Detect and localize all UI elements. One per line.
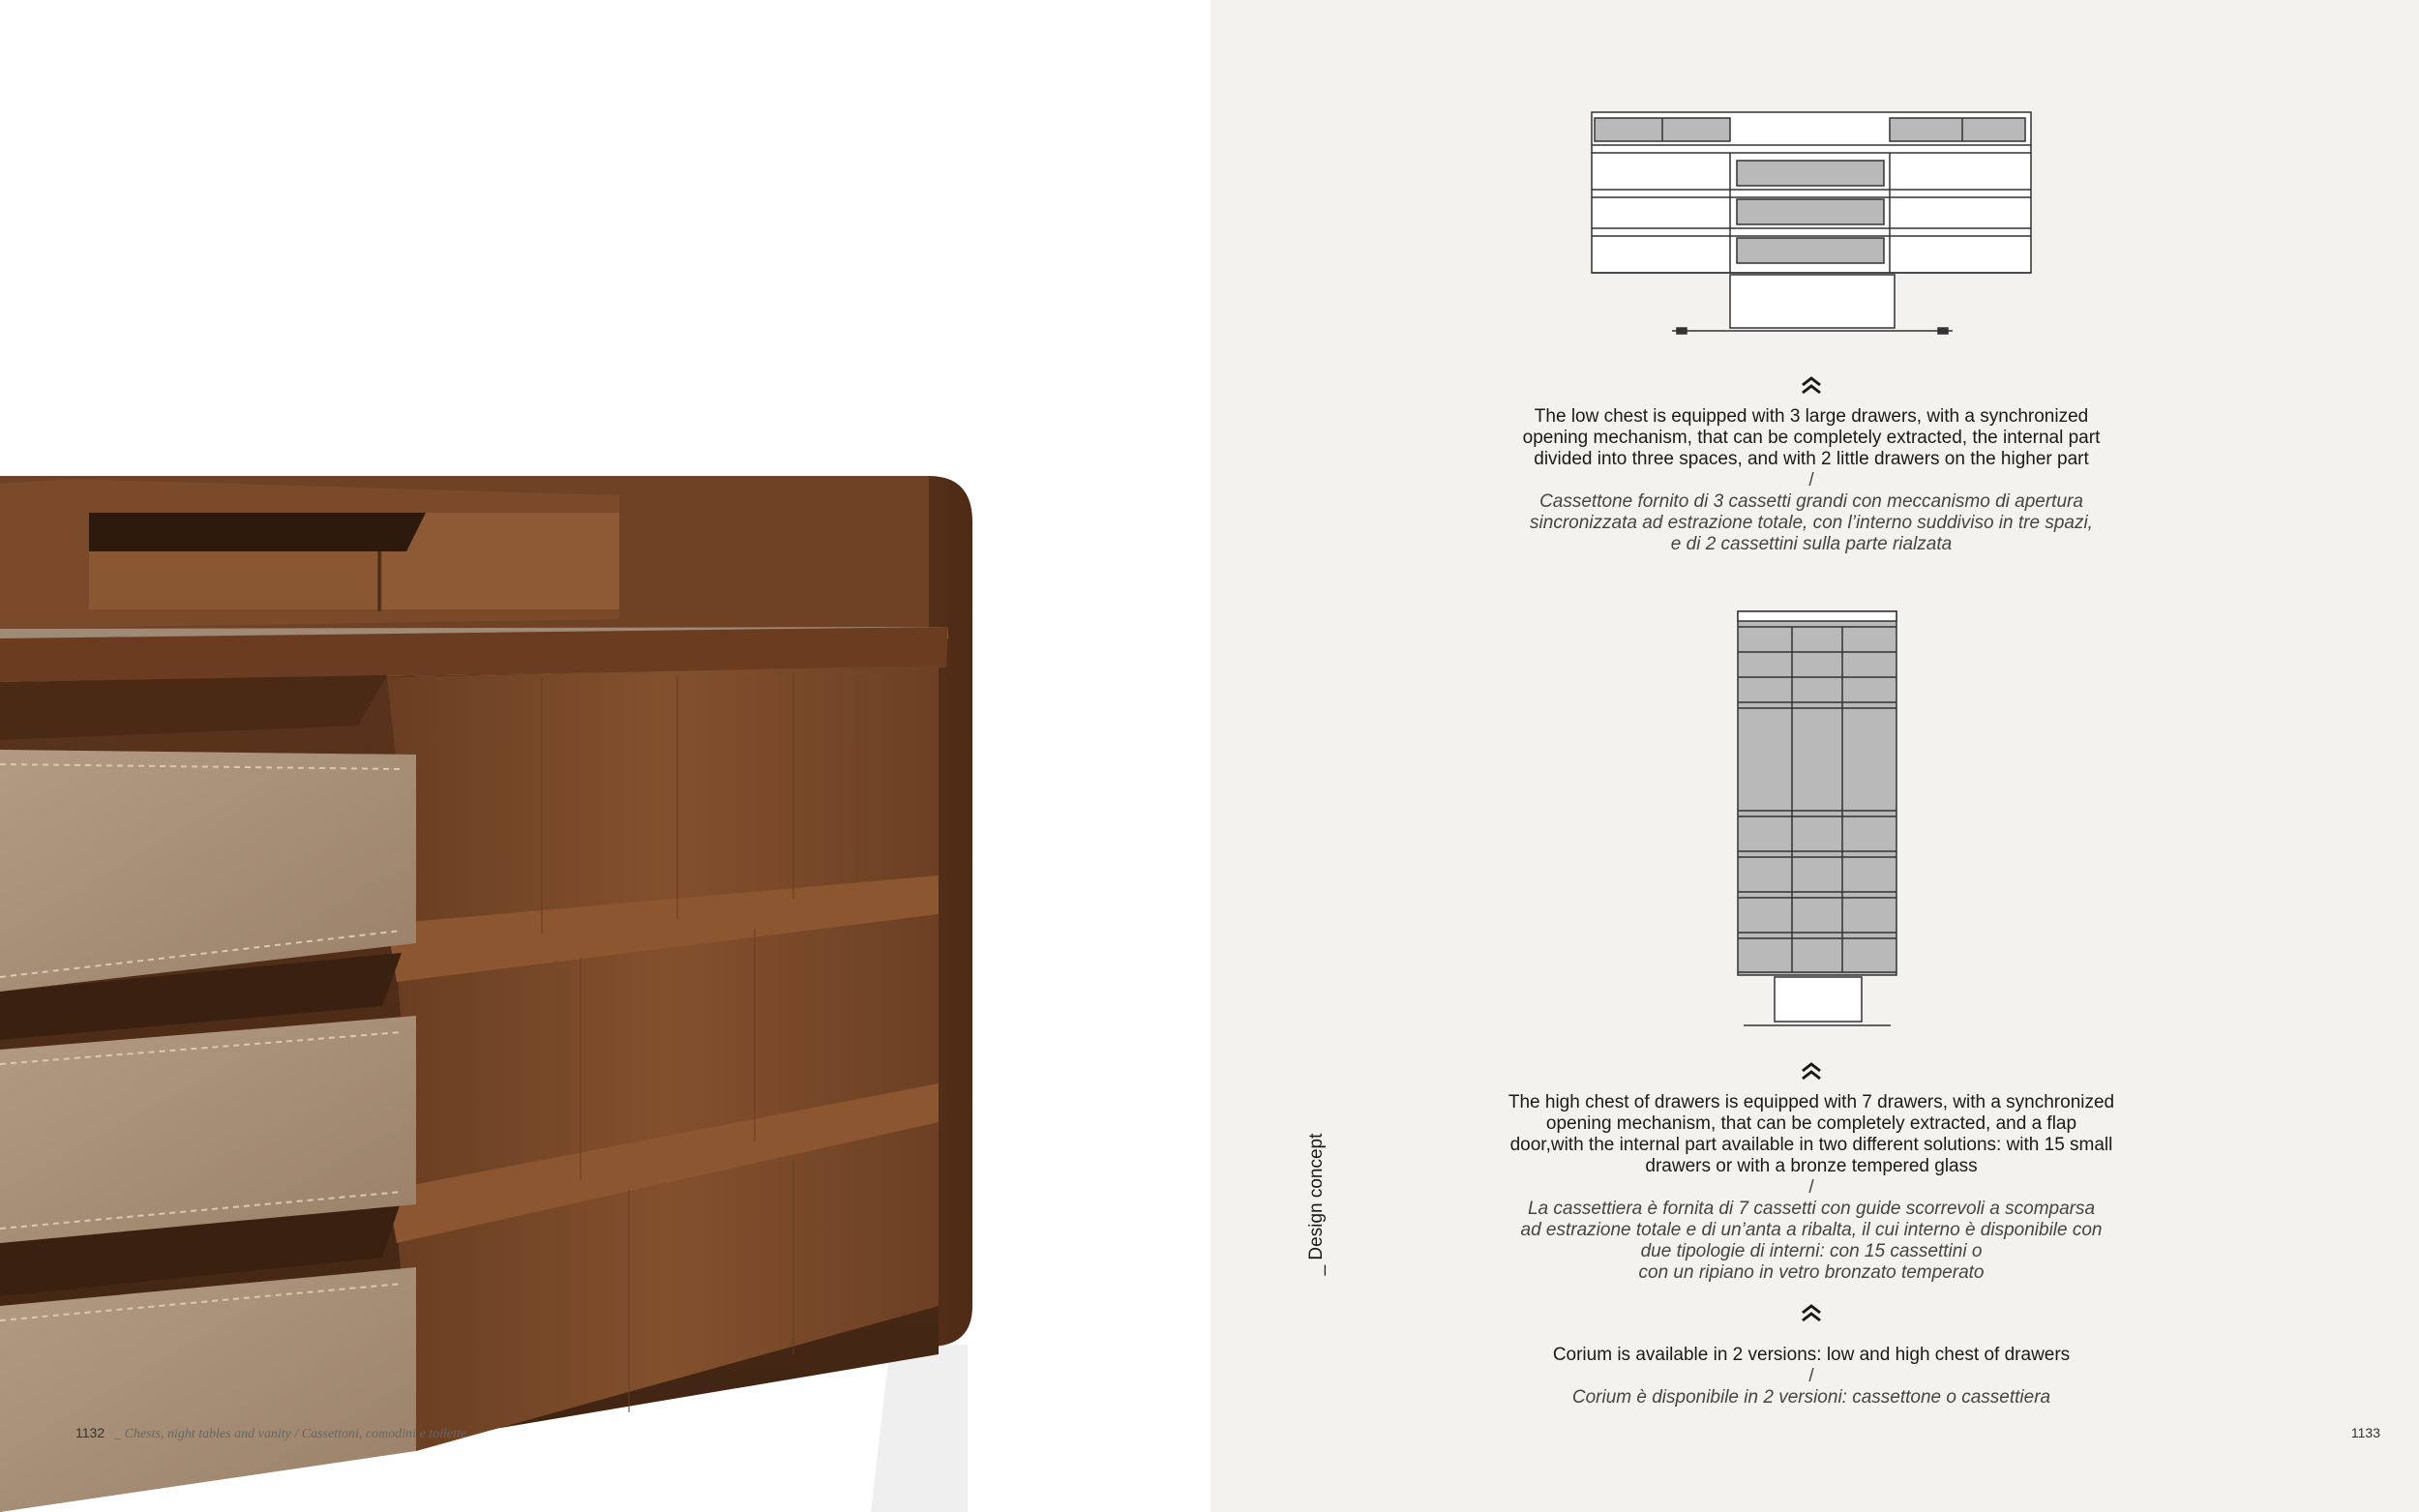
- low-chest-en-line: opening mechanism, that can be completely extracted, the internal part: [1522, 428, 2101, 448]
- double-chevron-up-icon: [1800, 375, 1823, 395]
- high-chest-en-line: opening mechanism, that can be completely extracted, and a flap: [1545, 1113, 2077, 1134]
- language-separator: /: [1808, 1177, 1814, 1198]
- left-page-number: 1132: [75, 1425, 105, 1440]
- low-chest-en-line: The low chest is equipped with 3 large drawers, with a synchronized: [1534, 406, 2089, 427]
- high-chest-drawing: [1734, 609, 1900, 1031]
- low-chest-it-line: e di 2 cassettini sulla parte rialzata: [1670, 534, 1953, 554]
- language-separator: /: [1808, 470, 1814, 490]
- high-chest-en-line: drawers or with a bronze tempered glass: [1645, 1156, 1978, 1176]
- low-chest-en-line: divided into three spaces, and with 2 little drawers on the higher part: [1534, 449, 2089, 469]
- high-chest-it-line: due tipologie di interni: con 15 cassettini o: [1640, 1241, 1983, 1261]
- high-chest-en-line: The high chest of drawers is equipped with 7 drawers, with a synchronized: [1508, 1092, 2115, 1112]
- right-page-number: 1133: [2350, 1425, 2380, 1440]
- low-chest-drawing: [1590, 110, 2035, 339]
- high-chest-it-line: con un ripiano in vetro bronzato temperato: [1638, 1262, 1985, 1283]
- high-chest-en-line: door,with the internal part available in two different solutions: with 15 small: [1509, 1135, 2113, 1155]
- low-chest-it-line: sincronizzata ad estrazione totale, con l’interno suddiviso in tre spazi,: [1530, 513, 2093, 533]
- high-chest-description: [1463, 1092, 2160, 1284]
- low-chest-it-line: Cassettone fornito di 3 cassetti grandi con meccanismo di apertura: [1539, 491, 2083, 512]
- language-separator: /: [1808, 1366, 1814, 1386]
- low-chest-description: [1463, 406, 2160, 555]
- design-concept-label: _ Design concept: [1306, 1133, 1327, 1276]
- left-folio: [75, 1425, 466, 1442]
- double-chevron-up-icon: [1800, 1303, 1823, 1322]
- high-chest-it-line: ad estrazione totale e di un’anta a ribalta, il cui interno è disponibile con: [1520, 1220, 2103, 1240]
- versions-description: [1463, 1345, 2160, 1408]
- versions-en: Corium is available in 2 versions: low and high chest of drawers: [1552, 1345, 2071, 1365]
- double-chevron-up-icon: [1800, 1061, 1823, 1081]
- section-title: _ Chests, night tables and vanity / Cassettoni, comodini e toilette: [114, 1427, 467, 1441]
- high-chest-it-line: La cassettiera è fornita di 7 cassetti con guide scorrevoli a scomparsa: [1527, 1199, 2096, 1219]
- versions-it: Corium è disponibile in 2 versioni: cassettone o cassettiera: [1571, 1387, 2051, 1408]
